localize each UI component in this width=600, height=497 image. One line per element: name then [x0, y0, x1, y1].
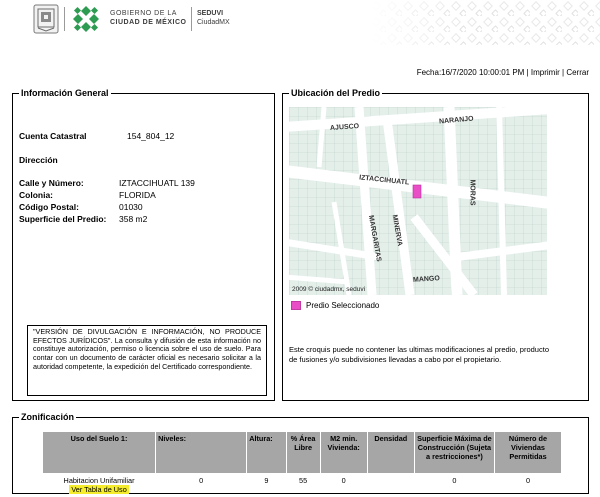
cell-viviendas: 0 [525, 476, 531, 485]
col-densidad: Densidad [368, 432, 414, 473]
informacion-general-title: Información General [21, 88, 109, 98]
cell-superficie-max: 0 [452, 476, 457, 485]
separator: | [526, 68, 529, 77]
street-naranjo: NARANJO [438, 115, 474, 126]
imprimir-link[interactable]: Imprimir [530, 68, 560, 77]
cell-area-libre: 55 [299, 476, 308, 485]
separator: | [562, 68, 565, 77]
col-niveles: Niveles: [156, 432, 246, 473]
superficie-value: 358 m2 [119, 214, 148, 224]
street-minerva: MINERVA [390, 214, 404, 247]
colonia-label: Colonia: [19, 190, 53, 200]
agency-name: SEDUVI CiudadMX [197, 10, 230, 26]
map-copyright: 2009 © ciudadmx, seduvi [292, 286, 366, 293]
top-toolbar [417, 68, 589, 77]
gov-name: GOBIERNO DE LA CIUDAD DE MÉXICO [110, 10, 187, 26]
street-iztaccihuatl: IZTACCIHUATL [358, 174, 410, 187]
ver-tabla-uso-link[interactable]: Ver Tabla de Uso [71, 485, 127, 494]
informacion-general-panel [12, 88, 275, 401]
cell-m2-min: 0 [341, 476, 346, 485]
codigo-postal-label: Código Postal: [19, 202, 79, 212]
header-divider [64, 7, 65, 31]
croquis-note: Este croquis puede no contener las ultimas modificaciones al predio, producto de fusiones y/o subdivisiones llevadas a cabo por el propietario. [289, 345, 549, 364]
direccion-label: Dirección [19, 155, 58, 165]
cell-niveles: 0 [199, 476, 204, 485]
zonificacion-table [42, 431, 562, 497]
cdmx-logo-icon [71, 4, 101, 34]
cerrar-link[interactable]: Cerrar [566, 68, 589, 77]
cuenta-value: 154_804_12 [127, 131, 175, 141]
map-canvas [289, 107, 547, 295]
cell-densidad [368, 474, 414, 496]
superficie-label: Superficie del Predio: [19, 214, 107, 224]
col-viviendas: Número de Viviendas Permitidas [495, 432, 561, 473]
predio-marker [413, 185, 421, 198]
fecha-text: Fecha:16/7/2020 10:00:01 PM [416, 68, 525, 77]
col-altura: Altura: [247, 432, 285, 473]
calle-label: Calle y Número: [19, 178, 84, 188]
col-uso: Uso del Suelo 1: [43, 432, 155, 473]
site-header [0, 0, 600, 45]
header-pattern [370, 0, 600, 45]
predio-swatch [291, 301, 301, 310]
header-divider [191, 7, 192, 31]
predio-legend-label: Predio Seleccionado [306, 301, 380, 310]
col-m2-min: M2 min. Vivienda: [321, 432, 367, 473]
table-row [43, 474, 561, 496]
uso-value: Habitacion Unifamiliar [63, 476, 135, 485]
ubicacion-title: Ubicación del Predio [291, 88, 381, 98]
cuenta-label: Cuenta Catastral [19, 131, 87, 141]
predio-map[interactable] [289, 107, 547, 295]
escudo-icon [33, 4, 59, 34]
col-superficie-max: Superficie Máxima de Construcción (Sujeta a restricciones*) [415, 432, 494, 473]
disclaimer-box: "VERSIÓN DE DIVULGACIÓN E INFORMACIÓN, NO PRODUCE EFECTOS JURÍDICOS". La consulta y difusión de esta información no constituye autorización, permiso o licencia sobre el uso de suelo. Para contar con un documento de carácter oficial es necesario solicitar a la autoridad competente, la expedición del Certificado correspondiente. [27, 325, 267, 396]
zonificacion-title: Zonificación [21, 412, 75, 422]
codigo-postal-value: 01030 [119, 202, 143, 212]
col-area-libre: % Área Libre [287, 432, 320, 473]
map-legend [291, 301, 379, 310]
colonia-value: FLORIDA [119, 190, 156, 200]
cell-uso [43, 474, 155, 496]
street-mango: MANGO [412, 275, 441, 284]
street-moras: MORAS [468, 179, 476, 206]
ubicacion-panel [282, 88, 589, 401]
table-header-row [43, 432, 561, 473]
street-margaritas: MARGARITAS [366, 214, 382, 263]
calle-value: IZTACCIHUATL 139 [119, 178, 195, 188]
street-ajusco: AJUSCO [329, 122, 360, 133]
cell-altura: 9 [264, 476, 269, 485]
zonificacion-panel [12, 412, 589, 494]
